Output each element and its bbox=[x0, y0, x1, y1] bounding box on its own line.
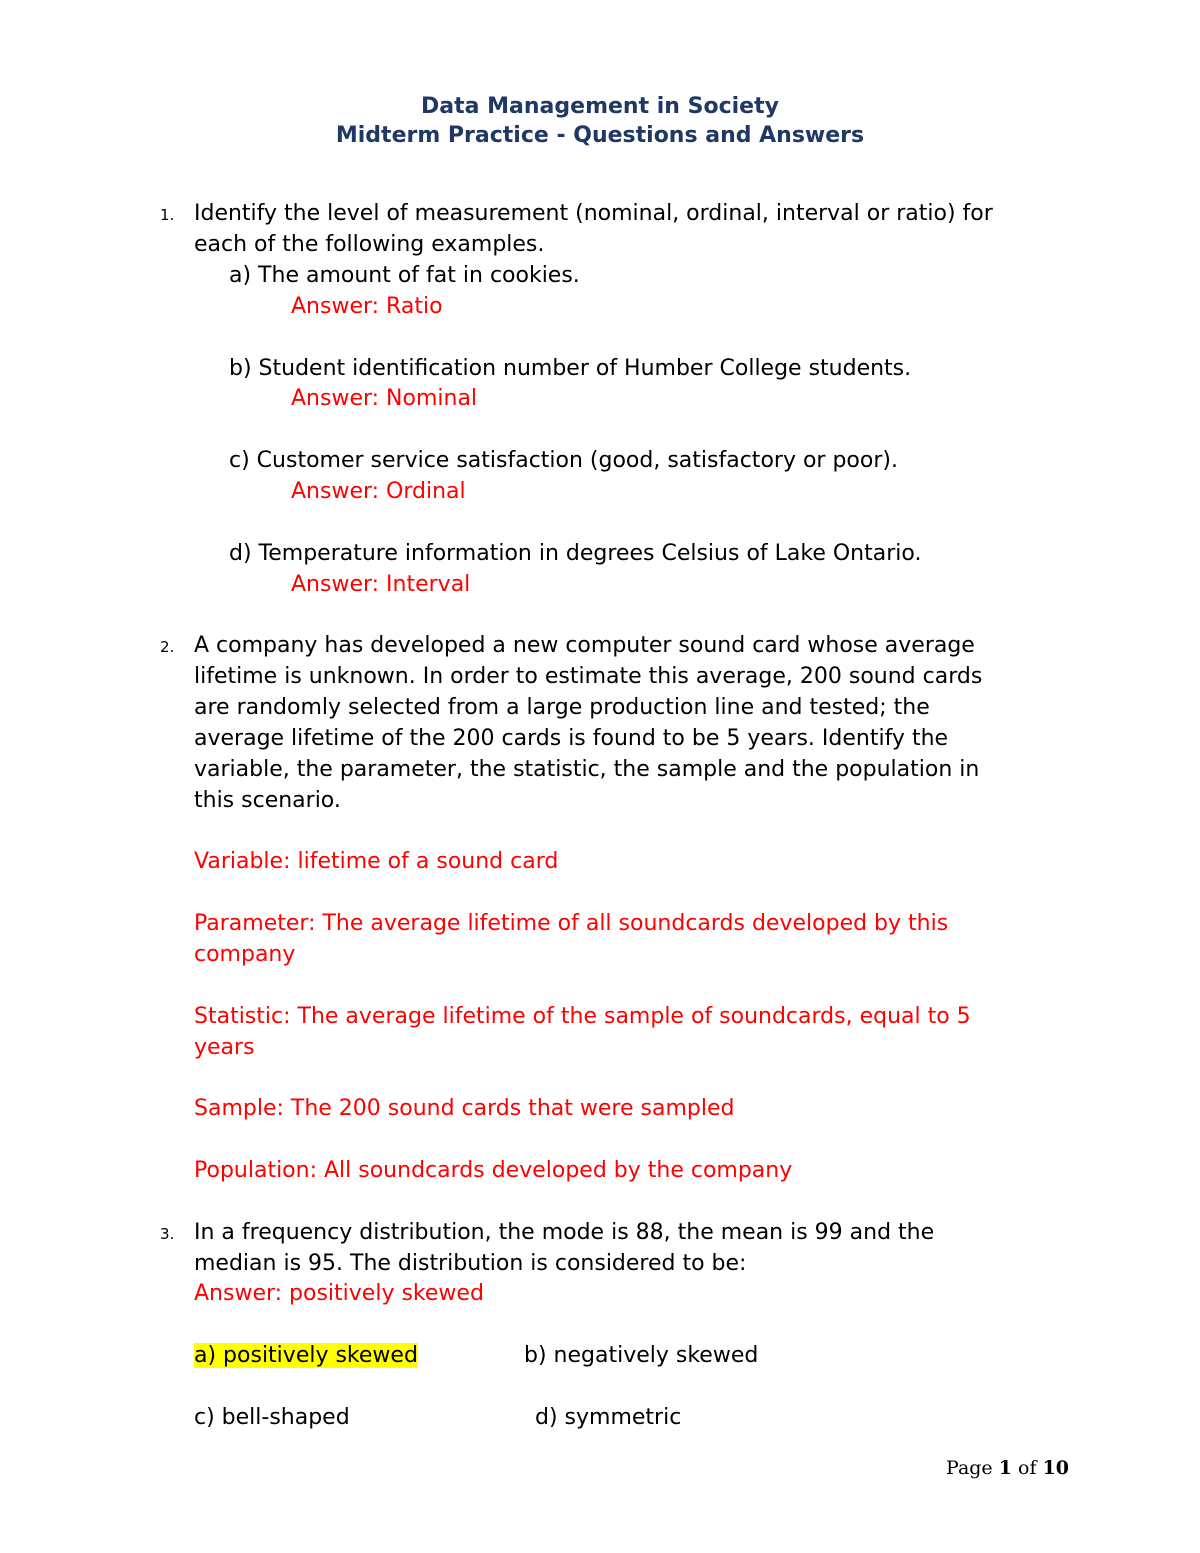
question-2-text-line-4: average lifetime of the 200 cards is found to be 5 years. Identify the bbox=[194, 726, 949, 751]
question-2-text-line-6: this scenario. bbox=[194, 788, 341, 813]
footer-of-word: of bbox=[1018, 1457, 1037, 1479]
question-3-option-c: c) bell-shaped bbox=[194, 1405, 350, 1430]
question-3-number: 3. bbox=[160, 1225, 175, 1243]
footer-page-word: Page bbox=[946, 1457, 993, 1479]
question-1-text-line-2: each of the following examples. bbox=[194, 232, 545, 257]
question-3-text-line-1: In a frequency distribution, the mode is 88, the mean is 99 and the bbox=[194, 1220, 935, 1245]
question-2-answer-population: Population: All soundcards developed by the company bbox=[194, 1158, 793, 1183]
question-1-text-line-1: Identify the level of measurement (nominal, ordinal, interval or ratio) for bbox=[194, 201, 993, 226]
footer-total-pages: 10 bbox=[1042, 1457, 1069, 1479]
question-3-text-line-2: median is 95. The distribution is considered to be: bbox=[194, 1251, 747, 1276]
question-1-item-a: a) The amount of fat in cookies. bbox=[229, 263, 580, 288]
question-2-text-line-3: are randomly selected from a large production line and tested; the bbox=[194, 695, 930, 720]
question-3-option-b: b) negatively skewed bbox=[524, 1343, 759, 1368]
question-1-answer-d: Answer: Interval bbox=[291, 572, 471, 597]
question-2-text-line-2: lifetime is unknown. In order to estimate this average, 200 sound cards bbox=[194, 664, 983, 689]
document-title: Data Management in Society bbox=[421, 94, 779, 119]
question-3-option-d: d) symmetric bbox=[535, 1405, 682, 1430]
question-1-item-d: d) Temperature information in degrees Celsius of Lake Ontario. bbox=[229, 541, 922, 566]
question-2-answer-parameter-line-1: Parameter: The average lifetime of all soundcards developed by this bbox=[194, 911, 949, 936]
question-1-item-c: c) Customer service satisfaction (good, satisfactory or poor). bbox=[229, 448, 898, 473]
question-3-option-a bbox=[194, 1341, 418, 1371]
question-3-answer: Answer: positively skewed bbox=[194, 1281, 484, 1306]
question-1-answer-c: Answer: Ordinal bbox=[291, 479, 466, 504]
page-footer bbox=[946, 1456, 1069, 1480]
question-2-answer-statistic-line-1: Statistic: The average lifetime of the sample of soundcards, equal to 5 bbox=[194, 1004, 971, 1029]
question-2-answer-statistic-line-2: years bbox=[194, 1035, 255, 1060]
option-a-highlight: a) positively skewed bbox=[194, 1343, 418, 1368]
question-2-answer-sample: Sample: The 200 sound cards that were sampled bbox=[194, 1096, 735, 1121]
question-2-text-line-5: variable, the parameter, the statistic, the sample and the population in bbox=[194, 757, 980, 782]
question-2-number: 2. bbox=[160, 638, 175, 656]
document-subtitle: Midterm Practice - Questions and Answers bbox=[335, 123, 865, 148]
question-1-answer-a: Answer: Ratio bbox=[291, 294, 443, 319]
question-2-answer-parameter-line-2: company bbox=[194, 942, 296, 967]
question-1-answer-b: Answer: Nominal bbox=[291, 386, 478, 411]
question-1-number: 1. bbox=[160, 206, 175, 224]
footer-current-page: 1 bbox=[998, 1457, 1012, 1479]
question-2-text-line-1: A company has developed a new computer sound card whose average bbox=[194, 633, 975, 658]
question-1-item-b: b) Student identification number of Humber College students. bbox=[229, 356, 912, 381]
question-2-answer-variable: Variable: lifetime of a sound card bbox=[194, 849, 559, 874]
